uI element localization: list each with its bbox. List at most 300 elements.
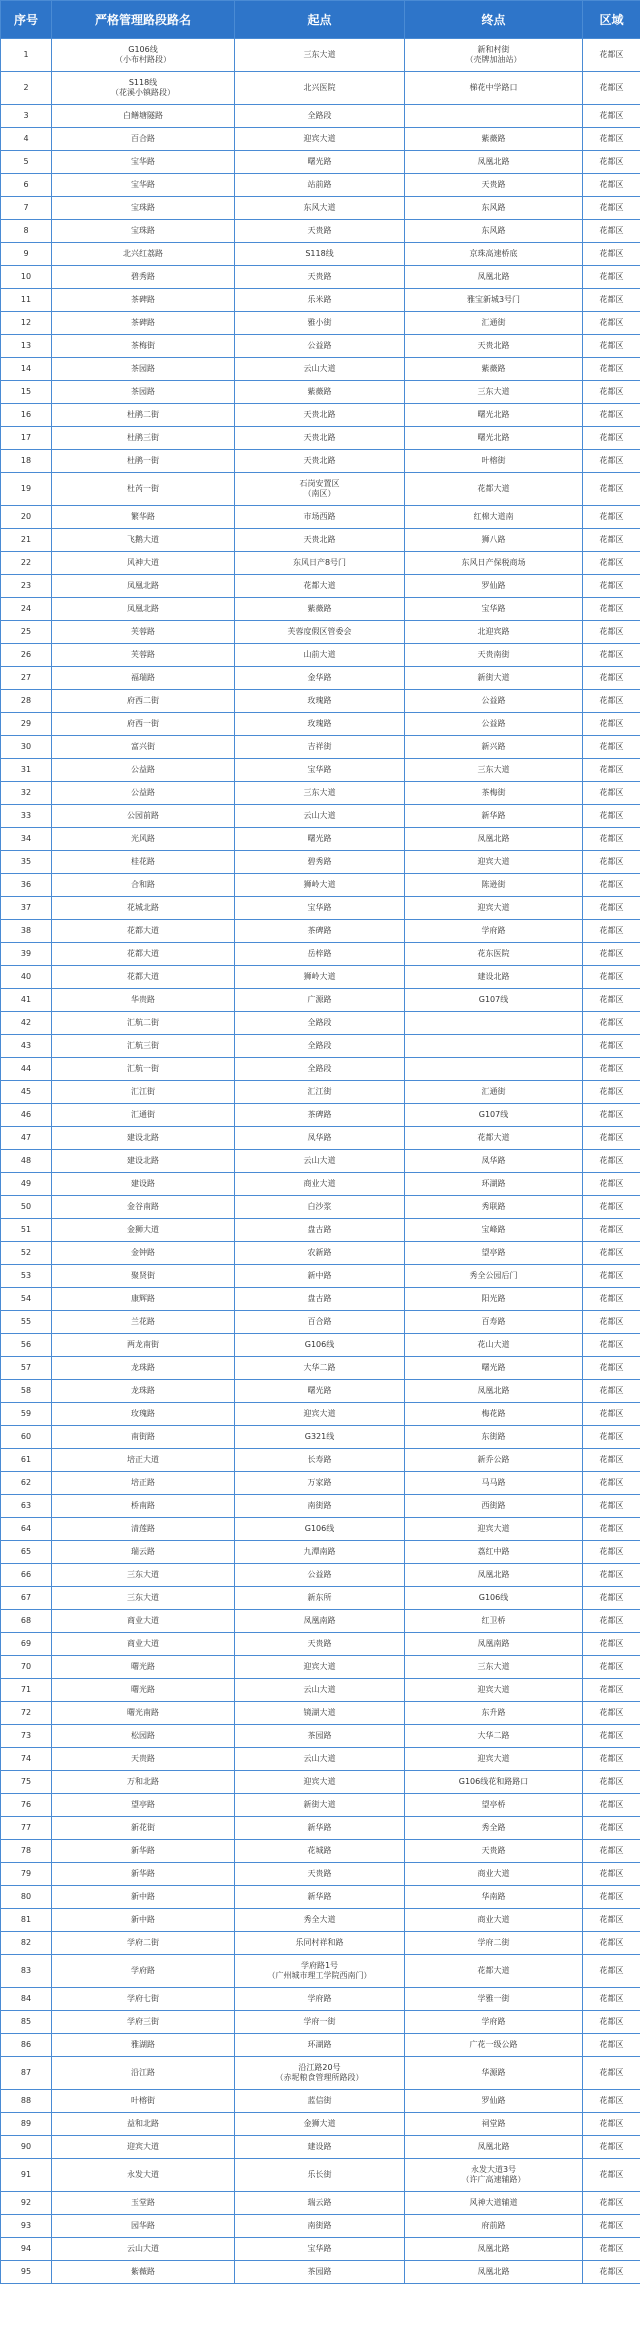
end-point-cell: G106线花和路路口 — [405, 1771, 583, 1794]
start-point-cell: 学府路 — [235, 1988, 405, 2011]
end-point-cell: 商业大道 — [405, 1863, 583, 1886]
row-index-cell: 71 — [1, 1679, 52, 1702]
end-point-cell: 新乔公路 — [405, 1449, 583, 1472]
cell-line: 石岗安置区 — [299, 479, 340, 488]
road-name-cell: 商业大道 — [52, 1633, 235, 1656]
end-point-cell — [405, 1035, 583, 1058]
district-cell: 花都区 — [583, 667, 640, 690]
district-cell: 花都区 — [583, 1173, 640, 1196]
row-index-cell: 47 — [1, 1127, 52, 1150]
end-point-cell: 阳光路 — [405, 1288, 583, 1311]
road-name-cell: 公益路 — [52, 759, 235, 782]
district-cell: 花都区 — [583, 1449, 640, 1472]
table-row — [1, 1932, 640, 1955]
district-cell: 花都区 — [583, 1955, 640, 1988]
table-row — [1, 174, 640, 197]
road-name-cell: 茶园路 — [52, 381, 235, 404]
road-name-cell: 兰花路 — [52, 1311, 235, 1334]
start-point-cell: 建设路 — [235, 2136, 405, 2159]
table-row — [1, 1771, 640, 1794]
district-cell: 花都区 — [583, 1932, 640, 1955]
district-cell: 花都区 — [583, 851, 640, 874]
district-cell: 花都区 — [583, 312, 640, 335]
row-index-cell: 6 — [1, 174, 52, 197]
row-index-cell: 95 — [1, 2261, 52, 2284]
district-cell: 花都区 — [583, 2159, 640, 2192]
row-index-cell: 61 — [1, 1449, 52, 1472]
end-point-cell: 新街大道 — [405, 667, 583, 690]
table-row — [1, 759, 640, 782]
end-point-cell: 凤凰北路 — [405, 2136, 583, 2159]
road-name-cell: 花都大道 — [52, 943, 235, 966]
start-point-cell: 花城路 — [235, 1840, 405, 1863]
start-point-cell: 南街路 — [235, 1495, 405, 1518]
cell-line: （南区） — [303, 489, 336, 498]
start-point-cell: 岳梓路 — [235, 943, 405, 966]
end-point-cell: 凤凰北路 — [405, 2238, 583, 2261]
table-row — [1, 1173, 640, 1196]
district-cell: 花都区 — [583, 598, 640, 621]
road-name-cell: 飞鹅大道 — [52, 529, 235, 552]
district-cell: 花都区 — [583, 2136, 640, 2159]
start-point-cell: 芙蓉度假区管委会 — [235, 621, 405, 644]
district-cell: 花都区 — [583, 1242, 640, 1265]
table-row — [1, 1150, 640, 1173]
start-point-cell: 云山大道 — [235, 358, 405, 381]
row-index-cell: 14 — [1, 358, 52, 381]
road-name-cell: 培正路 — [52, 1472, 235, 1495]
row-index-cell: 22 — [1, 552, 52, 575]
road-name-cell: 天贵路 — [52, 1748, 235, 1771]
district-cell: 花都区 — [583, 575, 640, 598]
start-point-cell: 九潭南路 — [235, 1541, 405, 1564]
road-name-cell: 花都大道 — [52, 966, 235, 989]
road-name-cell: 茶梅街 — [52, 335, 235, 358]
row-index-cell: 42 — [1, 1012, 52, 1035]
row-index-cell: 35 — [1, 851, 52, 874]
district-cell: 花都区 — [583, 1886, 640, 1909]
district-cell: 花都区 — [583, 266, 640, 289]
start-point-cell: 雅小街 — [235, 312, 405, 335]
district-cell: 花都区 — [583, 105, 640, 128]
row-index-cell: 18 — [1, 450, 52, 473]
row-index-cell: 57 — [1, 1357, 52, 1380]
table-row — [1, 243, 640, 266]
row-index-cell: 58 — [1, 1380, 52, 1403]
district-cell: 花都区 — [583, 1541, 640, 1564]
district-cell: 花都区 — [583, 506, 640, 529]
district-cell: 花都区 — [583, 1357, 640, 1380]
start-point-cell: 茶碑路 — [235, 920, 405, 943]
start-point-cell: 天贵路 — [235, 220, 405, 243]
district-cell: 花都区 — [583, 1012, 640, 1035]
end-point-cell: G107线 — [405, 989, 583, 1012]
district-cell: 花都区 — [583, 2090, 640, 2113]
road-name-cell: 宝珠路 — [52, 220, 235, 243]
district-cell: 花都区 — [583, 1610, 640, 1633]
end-point-cell: 迎宾大道 — [405, 897, 583, 920]
end-point-cell: 曙光路 — [405, 1357, 583, 1380]
end-point-cell: 百寿路 — [405, 1311, 583, 1334]
district-cell: 花都区 — [583, 1127, 640, 1150]
end-point-cell: 府前路 — [405, 2215, 583, 2238]
district-cell: 花都区 — [583, 1564, 640, 1587]
row-index-cell: 84 — [1, 1988, 52, 2011]
road-name-cell: 金狮大道 — [52, 1219, 235, 1242]
end-point-cell: 东风路 — [405, 220, 583, 243]
table-row — [1, 1988, 640, 2011]
start-point-cell: 天贵北路 — [235, 450, 405, 473]
table-row — [1, 1288, 640, 1311]
district-cell: 花都区 — [583, 1518, 640, 1541]
district-cell: 花都区 — [583, 2261, 640, 2284]
row-index-cell: 17 — [1, 427, 52, 450]
road-name-cell: 南街路 — [52, 1426, 235, 1449]
table-row — [1, 1081, 640, 1104]
col-header-district: 区域 — [583, 1, 640, 39]
district-cell: 花都区 — [583, 450, 640, 473]
road-name-cell: 宝华路 — [52, 151, 235, 174]
start-point-cell: 三东大道 — [235, 39, 405, 72]
road-name-cell: 汇航一街 — [52, 1058, 235, 1081]
road-name-cell: 学府三街 — [52, 2011, 235, 2034]
end-point-cell: 天贵路 — [405, 1840, 583, 1863]
district-cell: 花都区 — [583, 1748, 640, 1771]
start-point-cell: 秀全大道 — [235, 1909, 405, 1932]
district-cell: 花都区 — [583, 644, 640, 667]
end-point-cell: G106线 — [405, 1587, 583, 1610]
table-row — [1, 2192, 640, 2215]
district-cell: 花都区 — [583, 920, 640, 943]
table-row — [1, 989, 640, 1012]
table-row — [1, 1403, 640, 1426]
table-row — [1, 2136, 640, 2159]
table-row — [1, 1541, 640, 1564]
cell-line: 永发大道3号 — [470, 2165, 517, 2174]
row-index-cell: 23 — [1, 575, 52, 598]
district-cell: 花都区 — [583, 966, 640, 989]
table-row — [1, 713, 640, 736]
start-point-cell: 全路段 — [235, 1058, 405, 1081]
district-cell: 花都区 — [583, 1495, 640, 1518]
start-point-cell: 紫薇路 — [235, 381, 405, 404]
end-point-cell — [405, 39, 583, 72]
end-point-cell: 东风路 — [405, 197, 583, 220]
road-name-cell: 宝华路 — [52, 174, 235, 197]
road-name-cell: 玉堂路 — [52, 2192, 235, 2215]
start-point-cell: 三东大道 — [235, 782, 405, 805]
road-name-cell: 合和路 — [52, 874, 235, 897]
row-index-cell: 46 — [1, 1104, 52, 1127]
row-index-cell: 16 — [1, 404, 52, 427]
district-cell: 花都区 — [583, 1311, 640, 1334]
table-row — [1, 404, 640, 427]
road-name-cell: 茶园路 — [52, 358, 235, 381]
start-point-cell: 天贵路 — [235, 266, 405, 289]
district-cell: 花都区 — [583, 1380, 640, 1403]
road-name-cell: 聚贤街 — [52, 1265, 235, 1288]
start-point-cell: 大华二路 — [235, 1357, 405, 1380]
start-point-cell: G321线 — [235, 1426, 405, 1449]
start-point-cell: 新东所 — [235, 1587, 405, 1610]
end-point-cell: 迎宾大道 — [405, 1518, 583, 1541]
cell-line: S118线 — [128, 78, 158, 87]
start-point-cell: 云山大道 — [235, 1150, 405, 1173]
district-cell: 花都区 — [583, 1679, 640, 1702]
end-point-cell: 祠堂路 — [405, 2113, 583, 2136]
table-row — [1, 1472, 640, 1495]
end-point-cell: 天贵南街 — [405, 644, 583, 667]
road-name-cell: 建设北路 — [52, 1150, 235, 1173]
end-point-cell: 叶榕街 — [405, 450, 583, 473]
road-name-cell: 桂花路 — [52, 851, 235, 874]
road-name-cell: 杜鹃一街 — [52, 450, 235, 473]
row-index-cell: 39 — [1, 943, 52, 966]
table-row — [1, 1702, 640, 1725]
row-index-cell: 60 — [1, 1426, 52, 1449]
start-point-cell: 天贵北路 — [235, 404, 405, 427]
end-point-cell: G107线 — [405, 1104, 583, 1127]
table-row — [1, 1863, 640, 1886]
table-row — [1, 1495, 640, 1518]
district-cell: 花都区 — [583, 335, 640, 358]
row-index-cell: 93 — [1, 2215, 52, 2238]
row-index-cell: 70 — [1, 1656, 52, 1679]
row-index-cell: 9 — [1, 243, 52, 266]
table-row — [1, 1656, 640, 1679]
district-cell: 花都区 — [583, 897, 640, 920]
row-index-cell: 66 — [1, 1564, 52, 1587]
row-index-cell: 32 — [1, 782, 52, 805]
end-point-cell: 环湖路 — [405, 1173, 583, 1196]
cell-line: 学府路1号 — [300, 1961, 339, 1970]
road-name-cell: 叶榕街 — [52, 2090, 235, 2113]
district-cell: 花都区 — [583, 72, 640, 105]
district-cell: 花都区 — [583, 1196, 640, 1219]
district-cell: 花都区 — [583, 197, 640, 220]
table-row — [1, 1633, 640, 1656]
end-point-cell: 宝峰路 — [405, 1219, 583, 1242]
row-index-cell: 68 — [1, 1610, 52, 1633]
road-name-cell: 华贵路 — [52, 989, 235, 1012]
district-cell: 花都区 — [583, 989, 640, 1012]
col-header-start: 起点 — [235, 1, 405, 39]
table-row — [1, 381, 640, 404]
road-name-cell: 公园前路 — [52, 805, 235, 828]
table-row — [1, 1127, 640, 1150]
district-cell: 花都区 — [583, 1794, 640, 1817]
start-point-cell: 天贵路 — [235, 1863, 405, 1886]
table-row — [1, 1817, 640, 1840]
end-point-cell: 新兴路 — [405, 736, 583, 759]
end-point-cell: 红棉大道南 — [405, 506, 583, 529]
end-point-cell: 凤凰南路 — [405, 1633, 583, 1656]
end-point-cell: 宝华路 — [405, 598, 583, 621]
table-row — [1, 266, 640, 289]
end-point-cell — [405, 2159, 583, 2192]
cell-line: （广州城市理工学院西南门） — [267, 1971, 372, 1980]
road-name-cell: 光风路 — [52, 828, 235, 851]
row-index-cell: 83 — [1, 1955, 52, 1988]
end-point-cell: 公益路 — [405, 713, 583, 736]
table-row — [1, 1610, 640, 1633]
start-point-cell: 白沙浆 — [235, 1196, 405, 1219]
road-name-cell: 永发大道 — [52, 2159, 235, 2192]
start-point-cell: 盘古路 — [235, 1219, 405, 1242]
road-name-cell: 两龙南街 — [52, 1334, 235, 1357]
table-row — [1, 2215, 640, 2238]
start-point-cell: 盘古路 — [235, 1288, 405, 1311]
row-index-cell: 26 — [1, 644, 52, 667]
start-point-cell — [235, 1955, 405, 1988]
table-row — [1, 1265, 640, 1288]
start-point-cell: 商业大道 — [235, 1173, 405, 1196]
road-name-cell: 园华路 — [52, 2215, 235, 2238]
table-row — [1, 2034, 640, 2057]
start-point-cell: S118线 — [235, 243, 405, 266]
end-point-cell: 红卫桥 — [405, 1610, 583, 1633]
road-name-cell: 茶碑路 — [52, 312, 235, 335]
row-index-cell: 94 — [1, 2238, 52, 2261]
road-name-cell: 松园路 — [52, 1725, 235, 1748]
road-name-cell: 瑞云路 — [52, 1541, 235, 1564]
table-row — [1, 2113, 640, 2136]
cell-line: （许广高速辅路） — [461, 2175, 526, 2184]
road-name-cell: 碧秀路 — [52, 266, 235, 289]
row-index-cell: 76 — [1, 1794, 52, 1817]
road-name-cell: 杜芮一街 — [52, 473, 235, 506]
start-point-cell: 宝华路 — [235, 759, 405, 782]
end-point-cell: 大华二路 — [405, 1725, 583, 1748]
end-point-cell: 凤凰北路 — [405, 2261, 583, 2284]
road-name-cell: 曙光路 — [52, 1679, 235, 1702]
row-index-cell: 7 — [1, 197, 52, 220]
start-point-cell — [235, 2057, 405, 2090]
start-point-cell: 新中路 — [235, 1265, 405, 1288]
start-point-cell: 玫瑰路 — [235, 690, 405, 713]
end-point-cell: 茶梅街 — [405, 782, 583, 805]
cell-line: G106线 — [128, 45, 158, 54]
start-point-cell: 百合路 — [235, 1311, 405, 1334]
end-point-cell — [405, 105, 583, 128]
table-row — [1, 1518, 640, 1541]
district-cell: 花都区 — [583, 1633, 640, 1656]
table-row — [1, 598, 640, 621]
row-index-cell: 87 — [1, 2057, 52, 2090]
road-name-cell: 康辉路 — [52, 1288, 235, 1311]
road-name-cell: 芙蓉路 — [52, 621, 235, 644]
district-cell: 花都区 — [583, 782, 640, 805]
start-point-cell: 曙光路 — [235, 1380, 405, 1403]
row-index-cell: 56 — [1, 1334, 52, 1357]
district-cell: 花都区 — [583, 828, 640, 851]
road-name-cell: 北兴红荔路 — [52, 243, 235, 266]
cell-line: （赤坭粮食管理所路段） — [275, 2073, 364, 2082]
row-index-cell: 73 — [1, 1725, 52, 1748]
row-index-cell: 41 — [1, 989, 52, 1012]
end-point-cell: 凤凰北路 — [405, 266, 583, 289]
road-name-cell: 建设北路 — [52, 1127, 235, 1150]
end-point-cell: 学雅一街 — [405, 1988, 583, 2011]
end-point-cell: 曙光北路 — [405, 404, 583, 427]
row-index-cell: 48 — [1, 1150, 52, 1173]
road-name-cell: 迎宾大道 — [52, 2136, 235, 2159]
start-point-cell — [235, 473, 405, 506]
road-name-cell: 曙光路 — [52, 1656, 235, 1679]
row-index-cell: 82 — [1, 1932, 52, 1955]
end-point-cell: 梯花中学路口 — [405, 72, 583, 105]
table-row — [1, 72, 640, 105]
start-point-cell: 凤华路 — [235, 1127, 405, 1150]
road-name-cell: 学府七街 — [52, 1988, 235, 2011]
road-name-cell: 金钟路 — [52, 1242, 235, 1265]
road-name-cell: 商业大道 — [52, 1610, 235, 1633]
road-name-cell: 花城北路 — [52, 897, 235, 920]
district-cell: 花都区 — [583, 174, 640, 197]
end-point-cell: 罗仙路 — [405, 2090, 583, 2113]
start-point-cell: 汇江街 — [235, 1081, 405, 1104]
end-point-cell: 三东大道 — [405, 381, 583, 404]
row-index-cell: 37 — [1, 897, 52, 920]
row-index-cell: 88 — [1, 2090, 52, 2113]
road-name-cell: 龙珠路 — [52, 1380, 235, 1403]
row-index-cell: 27 — [1, 667, 52, 690]
row-index-cell: 89 — [1, 2113, 52, 2136]
row-index-cell: 21 — [1, 529, 52, 552]
table-row — [1, 575, 640, 598]
road-name-cell: 紫薇路 — [52, 2261, 235, 2284]
end-point-cell: 紫薇路 — [405, 128, 583, 151]
road-name-cell: 万和北路 — [52, 1771, 235, 1794]
district-cell: 花都区 — [583, 1771, 640, 1794]
table-row — [1, 1426, 640, 1449]
table-row — [1, 897, 640, 920]
row-index-cell: 8 — [1, 220, 52, 243]
end-point-cell: 花都大道 — [405, 1127, 583, 1150]
table-row — [1, 805, 640, 828]
end-point-cell: 北迎宾路 — [405, 621, 583, 644]
table-row — [1, 1311, 640, 1334]
district-cell: 花都区 — [583, 2057, 640, 2090]
cell-line: （花溪小镇路段） — [111, 88, 175, 97]
road-name-cell: 新花街 — [52, 1817, 235, 1840]
road-name-cell: 三东大道 — [52, 1564, 235, 1587]
table-row — [1, 621, 640, 644]
row-index-cell: 25 — [1, 621, 52, 644]
district-cell: 花都区 — [583, 1426, 640, 1449]
table-row — [1, 1748, 640, 1771]
start-point-cell: 茶园路 — [235, 2261, 405, 2284]
end-point-cell: 三东大道 — [405, 1656, 583, 1679]
end-point-cell: 花都大道 — [405, 1955, 583, 1988]
end-point-cell: 建设北路 — [405, 966, 583, 989]
row-index-cell: 75 — [1, 1771, 52, 1794]
district-cell: 花都区 — [583, 2113, 640, 2136]
table-row — [1, 1725, 640, 1748]
start-point-cell: 宝华路 — [235, 2238, 405, 2261]
road-name-cell: 繁华路 — [52, 506, 235, 529]
end-point-cell: 望亭桥 — [405, 1794, 583, 1817]
start-point-cell: 玫瑰路 — [235, 713, 405, 736]
row-index-cell: 92 — [1, 2192, 52, 2215]
row-index-cell: 72 — [1, 1702, 52, 1725]
table-row — [1, 2159, 640, 2192]
district-cell: 花都区 — [583, 1265, 640, 1288]
row-index-cell: 67 — [1, 1587, 52, 1610]
district-cell: 花都区 — [583, 128, 640, 151]
end-point-cell: 公益路 — [405, 690, 583, 713]
road-name-cell: 曙光南路 — [52, 1702, 235, 1725]
